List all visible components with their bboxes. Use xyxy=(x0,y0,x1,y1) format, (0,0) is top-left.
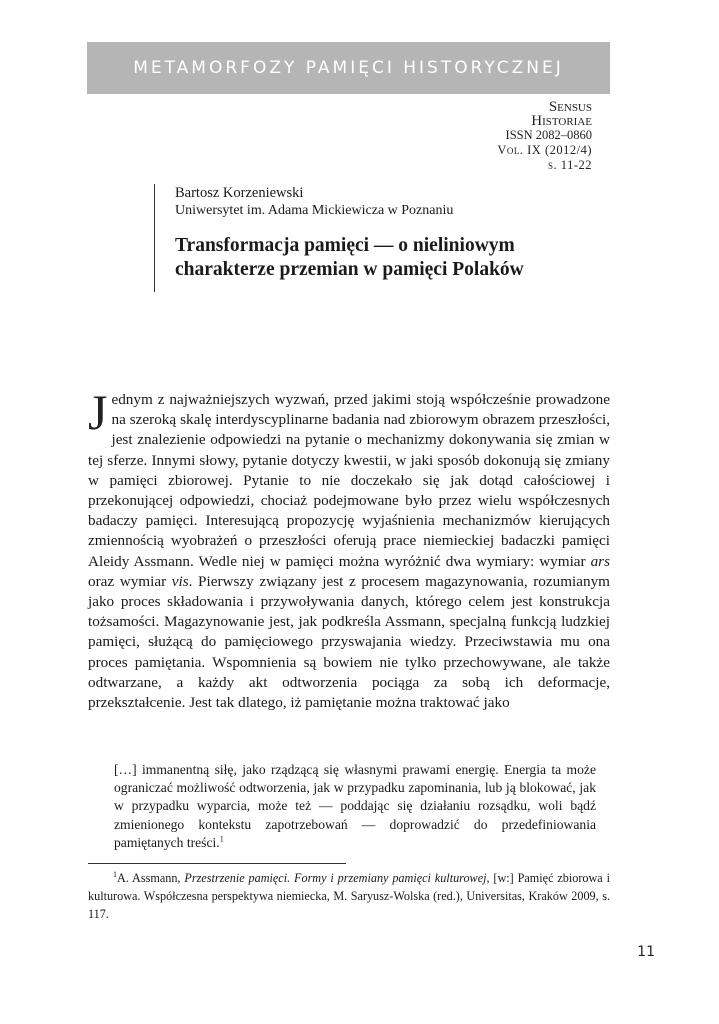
term-ars: ars xyxy=(590,552,610,570)
body-text xyxy=(88,384,610,713)
block-quote xyxy=(114,761,596,852)
section-banner xyxy=(87,42,610,94)
footnote-title: Przestrzenie pamięci. Formy i przemiany pamięci kulturowej xyxy=(184,871,487,885)
quote-text: […] immanentną siłę, jako rządzącą się własnymi prawami energię. Energia ta może ograniczać możliwość odtworzenia, jak w przypadku zapominania, lub ją blokować, jak w przypadku wyparcia, może też — poddając się działaniu rozsądku, woli bądź zmienionego kontekstu zapotrzebowań — doprowadzić do przedefiniowania pamiętanych treści. xyxy=(114,762,596,850)
journal-pages: s. 11-22 xyxy=(548,158,592,172)
article-author: Bartosz Korzeniewski xyxy=(175,185,304,201)
article-title: Transformacja pamięci — o nieliniowym charakterze przemian w pamięci Polaków xyxy=(175,235,524,280)
section-banner-title: METAMORFOZY PAMIĘCI HISTORYCZNEJ xyxy=(133,58,564,78)
body-paragraph xyxy=(88,384,610,713)
drop-cap: J xyxy=(88,384,108,440)
article-affiliation: Uniwersytet im. Adama Mickiewicza w Poznaniu xyxy=(175,203,454,218)
journal-name-line2: Historiae xyxy=(531,113,592,129)
body-text-part2: oraz wymiar xyxy=(88,572,172,590)
body-text-part3: . Pierwszy związany jest z procesem magazynowania, rozumianym jako proces składowania i przywoływania danych, którego celem jest konstrukcja tożsamości. Magazynowanie jest, jak podkreśla Assmann, specjalną funkcją ludzkiej pamięci, służącą do pamięciowego przyswajania wiedzy. Przeciwstawia mu ona proces pamiętania. Wspomnienia są bowiem nie tylko przechowywane, ale także odtwarzane, a każdy akt odtworzenia pociąga za sobą ich deformacje, przekształcenie. Jest tak dlatego, iż pamiętanie można traktować jako xyxy=(88,572,610,712)
footnote xyxy=(88,869,610,923)
term-vis: vis xyxy=(171,572,189,590)
journal-issn: ISSN 2082–0860 xyxy=(505,128,592,142)
footnote-divider xyxy=(88,863,346,864)
page-number: 11 xyxy=(637,944,655,960)
footnote-rest: , [w:] Pamięć zbiorowa i kulturowa. Współczesna perspektywa niemiecka, M. Saryusz-Wolska (red.), Universitas, Kraków 2009, s. 117. xyxy=(88,871,610,921)
journal-volume: Vol. IX (2012/4) xyxy=(497,143,592,157)
article-header xyxy=(154,184,615,292)
body-text-part1: ednym z najważniejszych wyzwań, przed jakimi stoją współcześnie prowadzone na szeroką skalę interdyscyplinarne badania nad zbiorowym obrazem przeszłości, jest znalezienie odpowiedzi na pytanie o mechanizmy dokonywania się zmian w tej sferze. Innymi słowy, pytanie dotyczy kwestii, w jaki sposób dokonują się zmiany w pamięci zbiorowej. Pytanie to nie doczekało się jak dotąd całościowej i przekonującej odpowiedzi, chociaż podejmowane było przez wielu współczesnych badaczy pamięci. Interesującą propozycję wyjaśnienia mechanizmów kierujących zmiennością wyobrażeń o przeszłości oferują prace niemieckiej badaczki pamięci Aleidy Assmann. Wedle niej w pamięci można wyróżnić dwa wymiary: wymiar xyxy=(88,391,610,570)
journal-name-line1: Sensus xyxy=(548,99,592,115)
footnote-ref[interactable]: 1 xyxy=(219,834,224,844)
footnote-author: A. Assmann, xyxy=(117,871,185,885)
journal-info xyxy=(497,100,592,173)
footnote-marker: 1 xyxy=(113,869,117,879)
